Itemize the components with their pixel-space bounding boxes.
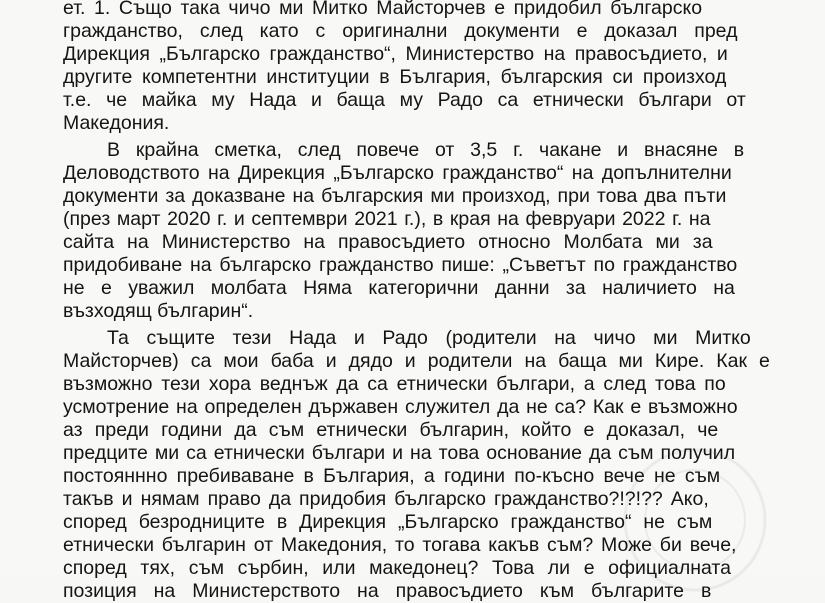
text-line: предците ми са етнически българи и на това основание да съм получил — [63, 442, 736, 464]
text-line: етнически българин от Македония, то тогава какъв съм? Може би вече, — [63, 534, 737, 556]
text-line: постояннно пребиваване в България, а години по-късно вече не съм — [63, 465, 721, 487]
text-line: Майсторчев) са мои баба и дядо и родители на баща ми Кире. Как е — [63, 350, 770, 372]
text-line: т.е. че майка му Нада и баща му Радо са етнически българи от — [63, 89, 746, 111]
text-line: Македония. — [63, 112, 170, 134]
text-line: документи за доказване на българския ми произход, при това два пъти — [63, 185, 727, 207]
text-line: според безродниците в Дирекция „Българско гражданство“ не съм — [63, 511, 713, 533]
text-line: позиция на Министерството на правосъдието към българите в — [63, 580, 712, 602]
text-line: ет. 1. Също така чичо ми Митко Майсторчев е придобил българско — [63, 0, 703, 19]
text-line: не е уважил молбата Няма категорични данни за наличието на — [63, 277, 735, 299]
text-line: възможно тези хора веднъж да са етнически българи, а след това по — [63, 373, 726, 395]
text-line: Та същите тези Нада и Радо (родители на чичо ми Митко — [107, 327, 751, 349]
text-line: В крайна сметка, след повече от 3,5 г. чакане и внасяне в — [107, 139, 745, 161]
text-line: аз преди години да съм етнически българин, който е доказал, че — [63, 419, 719, 441]
text-line: усмотрение на определен държавен служител да не са? Как е възможно — [63, 396, 738, 418]
text-line: гражданство, след като с оригинални документи е доказал пред — [63, 20, 738, 42]
text-line: Деловодството на Дирекция „Българско гражданство“ на допълнителни — [63, 162, 732, 184]
text-line: придобиване на българско гражданство пише: „Съветът по гражданство — [63, 254, 738, 276]
text-line: (през март 2020 г. и септември 2021 г.), в края на февруари 2022 г. на — [63, 208, 711, 230]
text-line: възходящ българин“. — [63, 300, 254, 322]
text-line: според тях, съм сърбин, или македонец? Това ли е официалната — [63, 557, 731, 579]
text-line: другите компетентни институции в България, българския си произход — [63, 66, 727, 88]
text-line: Дирекция „Българско гражданство“, Министерство на правосъдието, и — [63, 43, 728, 65]
text-line: такъв и нямам право да придобия българско гражданство?!?!?? Ако, — [63, 488, 709, 510]
text-line: сайта на Министерство на правосъдието относно Молбата ми за — [63, 231, 713, 253]
